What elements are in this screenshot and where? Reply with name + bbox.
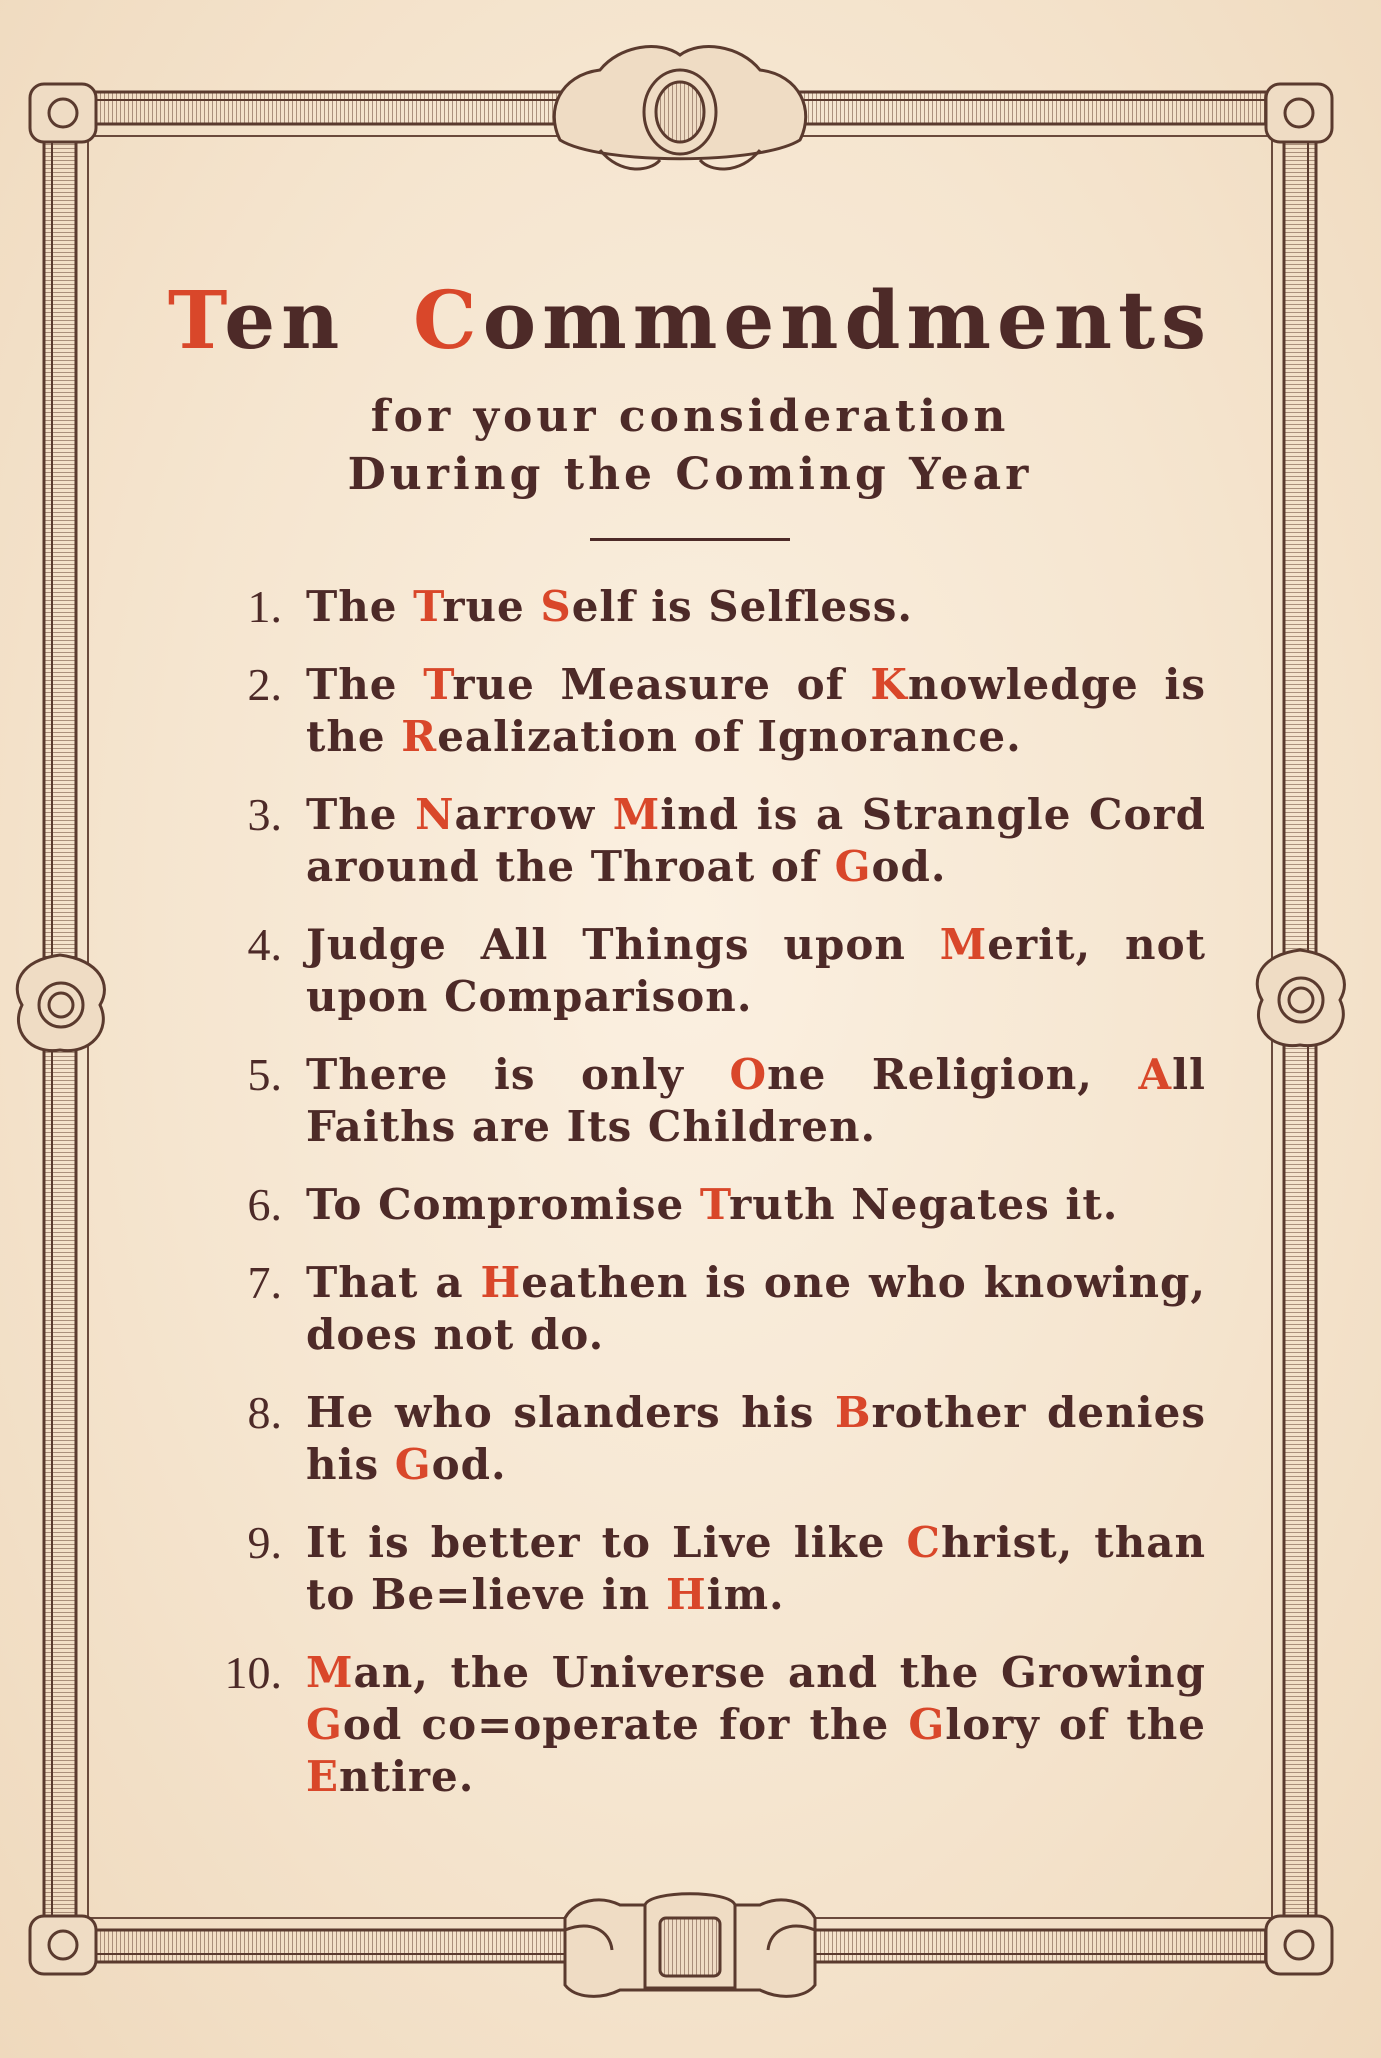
red-initial: N — [415, 790, 455, 839]
title-word-rest-2: ommendments — [482, 273, 1213, 367]
text-segment: ruth Negates it. — [729, 1180, 1119, 1229]
item-text — [306, 1179, 1206, 1231]
divider-rule — [590, 538, 790, 541]
item-number: 10. — [224, 1647, 282, 1698]
item-text — [306, 1257, 1206, 1361]
text-segment: Judge All Things upon — [306, 920, 940, 969]
red-initial: T — [699, 1180, 730, 1229]
title-word-rest-1: en — [224, 273, 346, 367]
red-initial: R — [401, 712, 438, 761]
item-number: 8. — [247, 1387, 282, 1438]
item-text — [306, 581, 1206, 633]
text-segment: hrist, than to Be=lieve in — [306, 1518, 1206, 1619]
text-segment: The — [306, 790, 416, 839]
text-segment: erit, not upon Comparison. — [306, 920, 1206, 1021]
page-title — [160, 273, 1220, 367]
list-item — [160, 789, 1220, 893]
text-segment: elf is Selfless. — [571, 582, 913, 631]
item-number: 6. — [247, 1179, 282, 1230]
red-initial: E — [306, 1752, 340, 1801]
red-initial: M — [939, 920, 988, 969]
text-segment: od co=operate for the — [342, 1700, 909, 1749]
text-segment: That a — [306, 1258, 481, 1307]
text-segment: rue Measure of — [452, 660, 871, 709]
list-item — [160, 919, 1220, 1023]
red-initial: G — [306, 1700, 343, 1749]
list-item — [160, 1257, 1220, 1361]
red-initial: K — [870, 660, 908, 709]
commandments-list — [160, 581, 1220, 1803]
subtitle-line-2: During the Coming Year — [347, 449, 1033, 500]
list-item — [160, 581, 1220, 633]
text-segment: It is better to Live like — [306, 1518, 907, 1567]
text-segment: im. — [706, 1570, 785, 1619]
red-initial: G — [908, 1700, 946, 1749]
text-segment: arrow — [454, 790, 613, 839]
title-initial-c: C — [413, 273, 483, 367]
list-item — [160, 659, 1220, 763]
text-segment: ntire. — [339, 1752, 475, 1801]
red-initial: H — [480, 1258, 522, 1307]
text-segment: od. — [431, 1440, 507, 1489]
red-initial: B — [835, 1388, 872, 1437]
corner-ornament-top-right — [1266, 84, 1332, 142]
subtitle-line-1: for your consideration — [370, 391, 1010, 442]
text-segment: lory of the — [945, 1700, 1206, 1749]
red-initial: M — [612, 790, 661, 839]
side-medallion-right — [1257, 950, 1344, 1046]
red-initial: A — [1138, 1050, 1173, 1099]
item-number: 3. — [247, 789, 282, 840]
item-number: 9. — [247, 1517, 282, 1568]
document-content — [160, 273, 1220, 1829]
text-segment: ealization of Ignorance. — [437, 712, 1022, 761]
list-item — [160, 1647, 1220, 1803]
text-segment: The — [306, 582, 414, 631]
red-initial: O — [729, 1050, 768, 1099]
top-cartouche-ornament — [554, 47, 805, 169]
text-segment: eathen is one who knowing, does not do. — [306, 1258, 1206, 1359]
item-text — [306, 1647, 1206, 1803]
text-segment: rue — [442, 582, 541, 631]
red-initial: G — [834, 842, 872, 891]
list-item — [160, 1179, 1220, 1231]
item-number: 7. — [247, 1257, 282, 1308]
red-initial: T — [413, 582, 443, 631]
item-text — [306, 1517, 1206, 1621]
item-text — [306, 1049, 1206, 1153]
item-number: 1. — [247, 581, 282, 632]
red-initial: S — [540, 582, 572, 631]
red-initial: T — [423, 660, 453, 709]
item-text — [306, 1387, 1206, 1491]
text-segment: The — [306, 660, 424, 709]
text-segment: ll Faiths are Its Children. — [306, 1050, 1206, 1151]
corner-ornament-top-left — [30, 84, 96, 142]
item-text — [306, 789, 1206, 893]
text-segment: There is only — [306, 1050, 730, 1099]
title-initial-t: T — [167, 273, 225, 367]
text-segment: rother denies his — [306, 1388, 1207, 1489]
bottom-cartouche-ornament — [565, 1894, 815, 1997]
subtitle — [160, 388, 1220, 504]
text-segment: ind is a Strangle Cord around the Throat of — [306, 790, 1206, 891]
corner-ornament-bottom-left — [30, 1916, 96, 1974]
text-segment: ne Religion, — [767, 1050, 1139, 1099]
side-medallion-left — [17, 955, 104, 1051]
list-item — [160, 1049, 1220, 1153]
text-segment: To Compromise — [306, 1180, 700, 1229]
list-item — [160, 1387, 1220, 1491]
red-initial: C — [906, 1518, 941, 1567]
red-initial: H — [665, 1570, 707, 1619]
text-segment: an, the Universe and the Growing — [353, 1648, 1206, 1697]
red-initial: M — [306, 1648, 354, 1697]
item-number: 5. — [247, 1049, 282, 1100]
corner-ornament-bottom-right — [1266, 1916, 1332, 1974]
item-number: 4. — [247, 919, 282, 970]
red-initial: G — [394, 1440, 432, 1489]
text-segment: od. — [871, 842, 947, 891]
item-number: 2. — [247, 659, 282, 710]
text-segment: nowledge is the — [306, 660, 1207, 761]
item-text — [306, 919, 1206, 1023]
item-text — [306, 659, 1206, 763]
list-item — [160, 1517, 1220, 1621]
text-segment: He who slanders his — [306, 1388, 835, 1437]
